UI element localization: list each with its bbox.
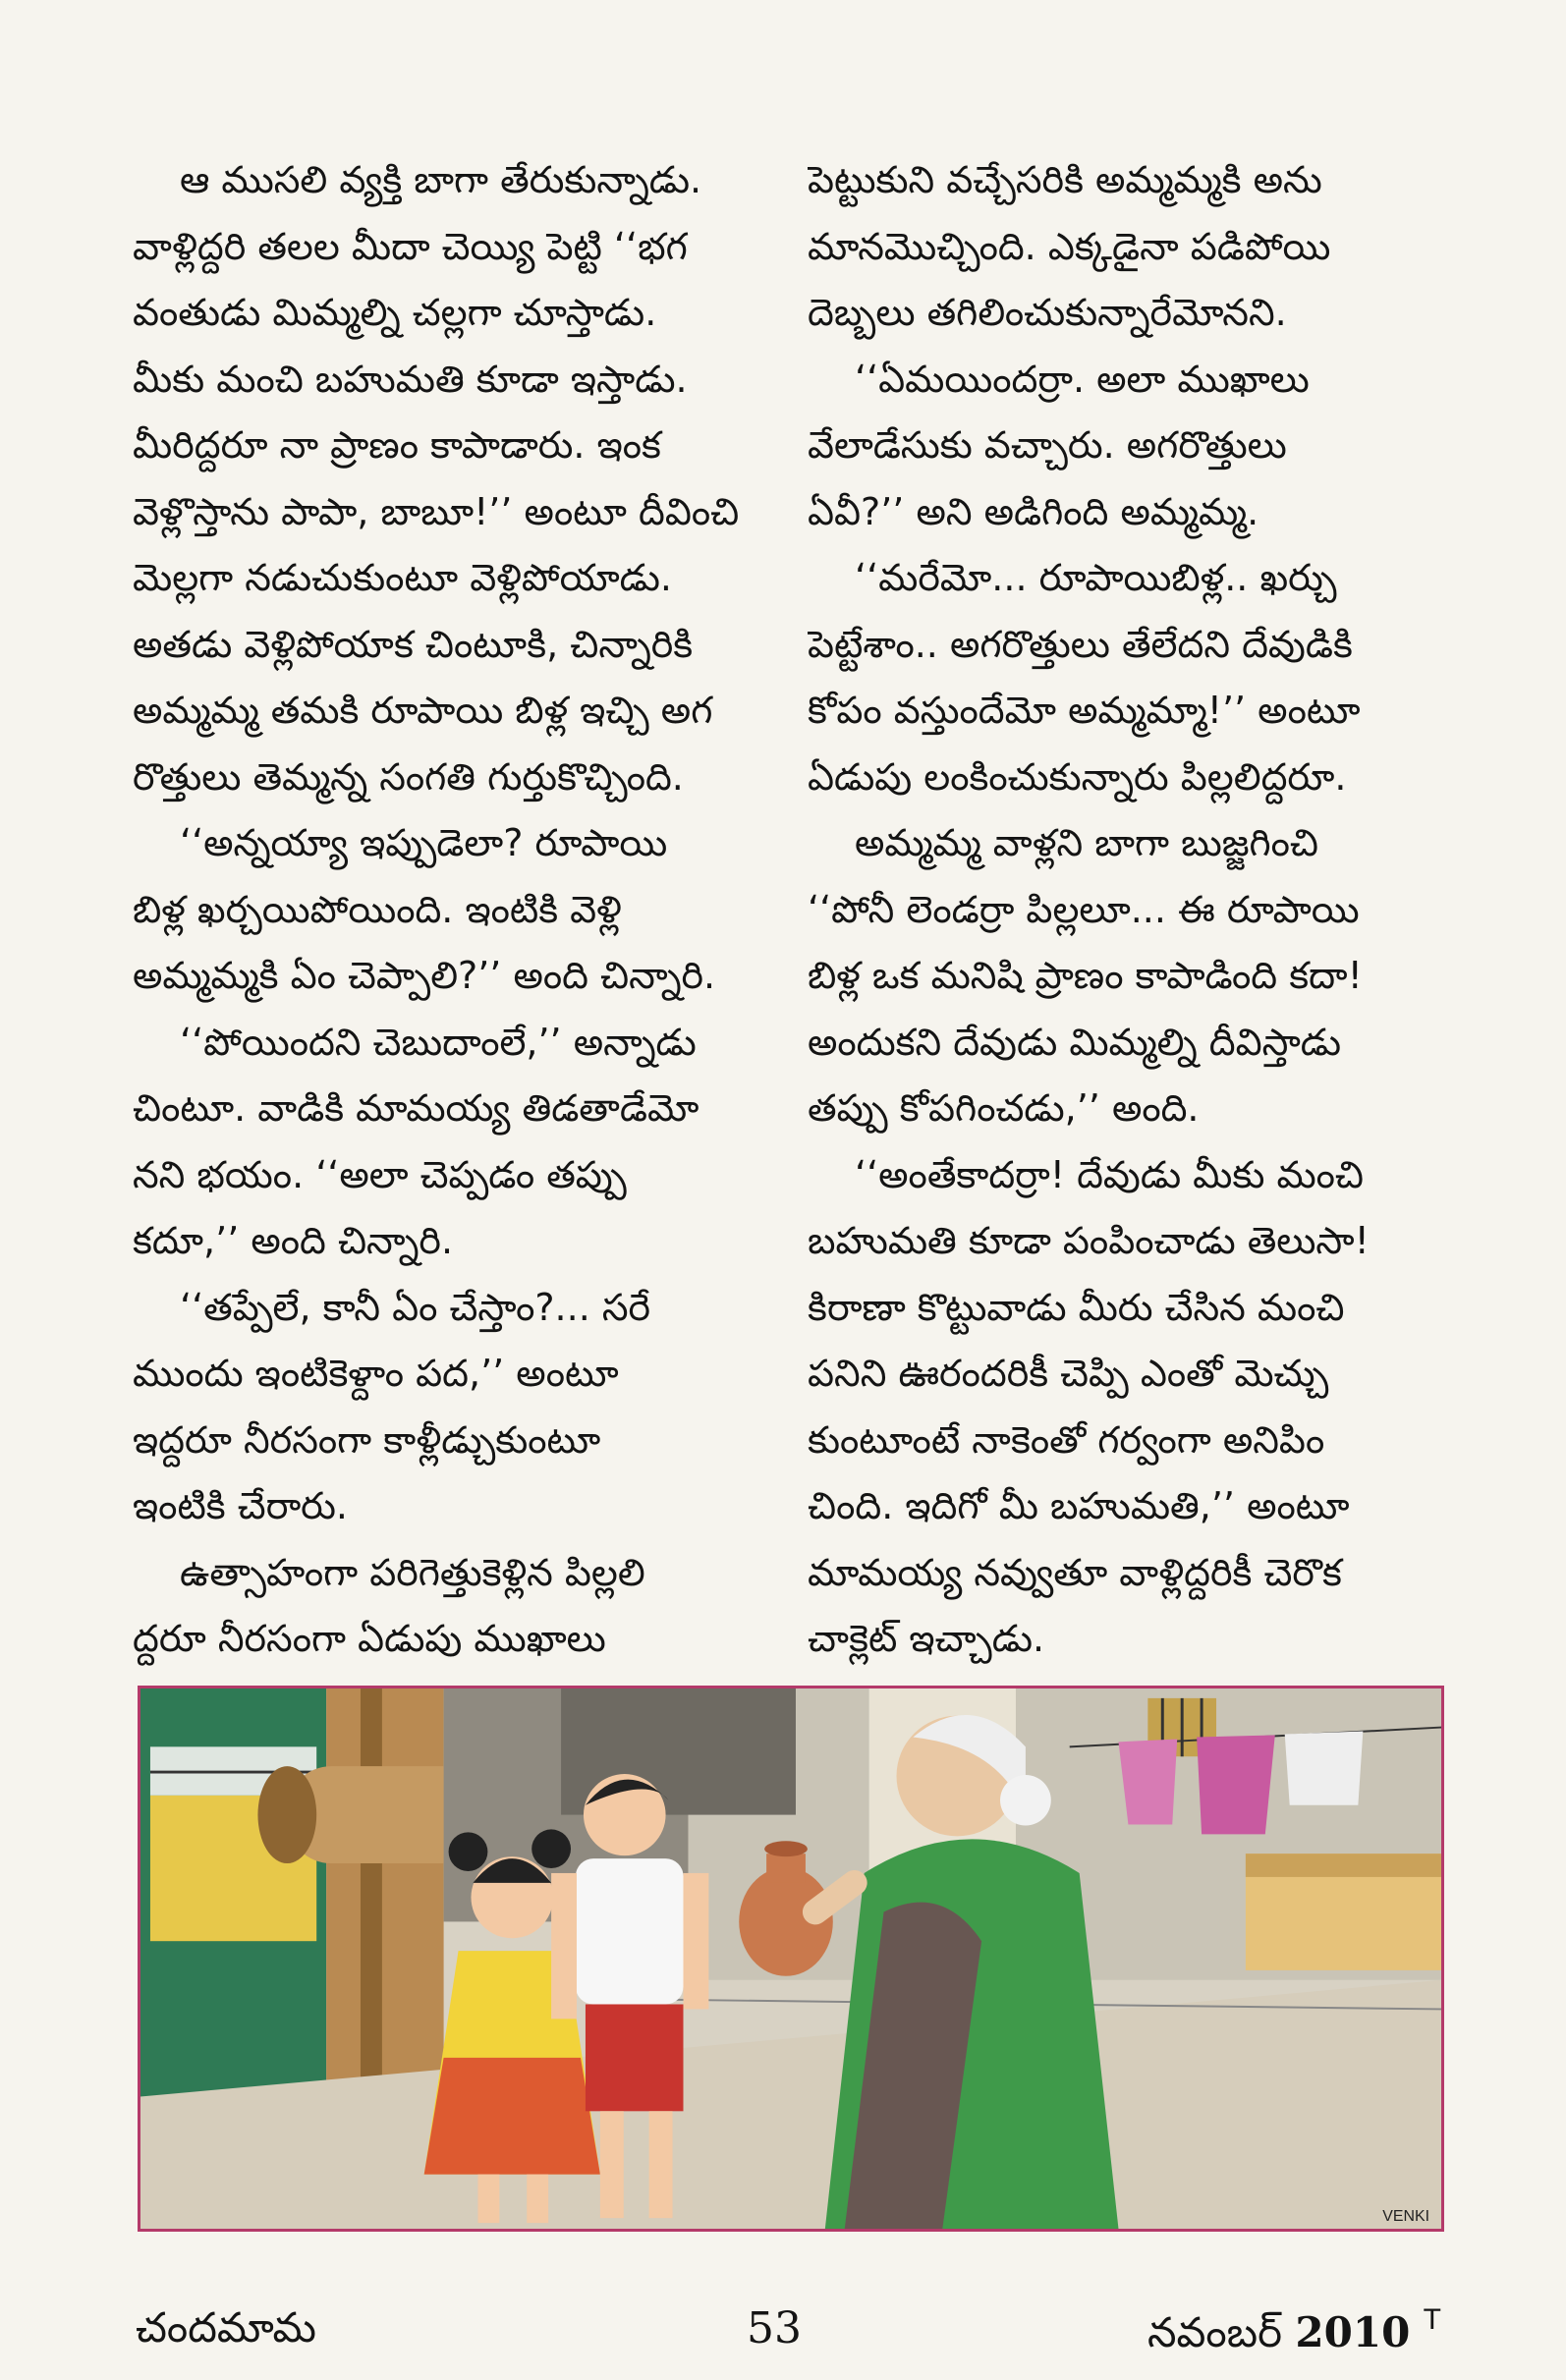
text-line: వేలాడేసుకు వచ్చారు. అగరొత్తులు <box>808 423 1287 467</box>
issue-year: 2010 <box>1295 2308 1411 2356</box>
text-line: పనిని ఊరందరికీ చెప్పి ఎంతో మెచ్చు <box>808 1352 1329 1395</box>
text-line: మానమొచ్చింది. ఎక్కడైనా పడిపోయి <box>808 224 1331 268</box>
text-line: కుంటూంటే నాకెంతో గర్వంగా అనిపిం <box>808 1417 1325 1462</box>
text-line: మీకు మంచి బహుమతి కూడా ఇస్తాడు. <box>133 357 688 401</box>
illustration-scene <box>140 1688 1441 2229</box>
text-line: కదూ,’’ అంది చిన్నారి. <box>133 1219 454 1262</box>
text-line: ఉత్సాహంగా పరిగెత్తుకెళ్లిన పిల్లలి <box>180 1550 645 1594</box>
text-line: ఇంటికి చేరారు. <box>133 1484 348 1527</box>
left-text-column <box>133 147 752 1673</box>
text-line: తప్పు కోపగించడు,’’ అంది. <box>808 1086 1200 1130</box>
text-line: వంతుడు మిమ్మల్ని చల్లగా చూస్తాడు. <box>133 291 657 334</box>
text-line: ‘‘మరేమో... రూపాయిబిళ్ల.. ఖర్చు <box>855 556 1337 599</box>
text-line: ‘‘పోనీ లెండర్రా పిల్లలూ... ఈ రూపాయి <box>808 887 1360 931</box>
text-line: వాళ్లిద్దరి తలల మీదా చెయ్యి పెట్టి ‘‘భగ <box>133 224 688 268</box>
text-line: చాక్లెట్ ఇచ్చాడు. <box>808 1617 1045 1660</box>
text-line: మీరిద్దరూ నా ప్రాణం కాపాడారు. ఇంక <box>133 423 661 467</box>
text-line: ‘‘తప్పేలే, కానీ ఏం చేస్తాం?... సరే <box>180 1285 651 1329</box>
text-line: ద్దరూ నీరసంగా ఏడుపు ముఖాలు <box>133 1617 606 1660</box>
text-line: దెబ్బలు తగిలించుకున్నారేమోనని. <box>808 291 1287 334</box>
text-line: అమ్మమ్మకి ఏం చెప్పాలి?’’ అంది చిన్నారి. <box>133 954 716 997</box>
issue-mark: T <box>1423 2303 1441 2336</box>
magazine-name: చందమామ <box>136 2303 316 2352</box>
right-text-column <box>808 147 1426 1673</box>
text-line: బిళ్ల ఒక మనిషి ప్రాణం కాపాడింది కదా! <box>808 954 1363 997</box>
text-line: చింది. ఇదిగో మీ బహుమతి,’’ అంటూ <box>808 1484 1350 1527</box>
story-illustration <box>138 1686 1444 2232</box>
text-line: వెళ్లొస్తాను పాపా, బాబూ!’’ అంటూ దీవించి <box>133 489 740 533</box>
artist-signature: VENKI <box>1382 2208 1430 2226</box>
text-line: అతడు వెళ్లిపోయాక చింటూకి, చిన్నారికి <box>133 622 694 666</box>
text-line: కోపం వస్తుందేమో అమ్మమ్మా!’’ అంటూ <box>808 689 1361 732</box>
text-line: పెట్టేశాం.. అగరొత్తులు తేలేదని దేవుడికి <box>808 622 1353 666</box>
text-line: ఏడుపు లంకించుకున్నారు పిల్లలిద్దరూ. <box>808 754 1347 799</box>
text-line: అమ్మమ్మ తమకి రూపాయి బిళ్ల ఇచ్చి అగ <box>133 689 713 732</box>
text-line: రొత్తులు తెమ్మన్న సంగతి గుర్తుకొచ్చింది. <box>133 754 684 799</box>
text-line: ఏవీ?’’ అని అడిగింది అమ్మమ్మ. <box>808 489 1259 533</box>
text-line: పెట్టుకుని వచ్చేసరికి అమ్మమ్మకి అను <box>808 158 1322 201</box>
text-line: చింటూ. వాడికి మామయ్య తిడతాడేమో <box>133 1086 699 1130</box>
page-number: 53 <box>747 2303 802 2353</box>
issue-date <box>1147 2303 1441 2367</box>
text-line: ఇద్దరూ నీరసంగా కాళ్లీడ్చుకుంటూ <box>133 1417 601 1462</box>
text-line: మామయ్య నవ్వుతూ వాళ్లిద్దరికీ చెరొక <box>808 1550 1342 1594</box>
text-line: ఆ ముసలి వ్యక్తి బాగా తేరుకున్నాడు. <box>180 158 702 201</box>
text-line: ‘‘ఏమయిందర్రా. అలా ముఖాలు <box>855 357 1310 401</box>
text-line: మెల్లగా నడుచుకుంటూ వెళ్లిపోయాడు. <box>133 556 673 599</box>
text-line: ముందు ఇంటికెళ్దాం పద,’’ అంటూ <box>133 1352 619 1395</box>
text-line: ‘‘అంతేకాదర్రా! దేవుడు మీకు మంచి <box>855 1152 1365 1196</box>
text-line: బిళ్ల ఖర్చయిపోయింది. ఇంటికి వెళ్లి <box>133 887 622 931</box>
text-line: కిరాణా కొట్టువాడు మీరు చేసిన మంచి <box>808 1285 1345 1329</box>
text-line: బహుమతి కూడా పంపించాడు తెలుసా! <box>808 1219 1370 1262</box>
text-line: ‘‘పోయిందని చెబుదాంలే,’’ అన్నాడు <box>180 1020 697 1064</box>
text-line: అమ్మమ్మ వాళ్లని బాగా బుజ్జగించి <box>855 821 1319 864</box>
issue-month: నవంబర్ <box>1147 2308 1283 2356</box>
text-line: అందుకని దేవుడు మిమ్మల్ని దీవిస్తాడు <box>808 1020 1342 1064</box>
text-line: ‘‘అన్నయ్యా ఇప్పుడెలా? రూపాయి <box>180 821 668 864</box>
text-line: నని భయం. ‘‘అలా చెప్పడం తప్పు <box>133 1152 627 1196</box>
